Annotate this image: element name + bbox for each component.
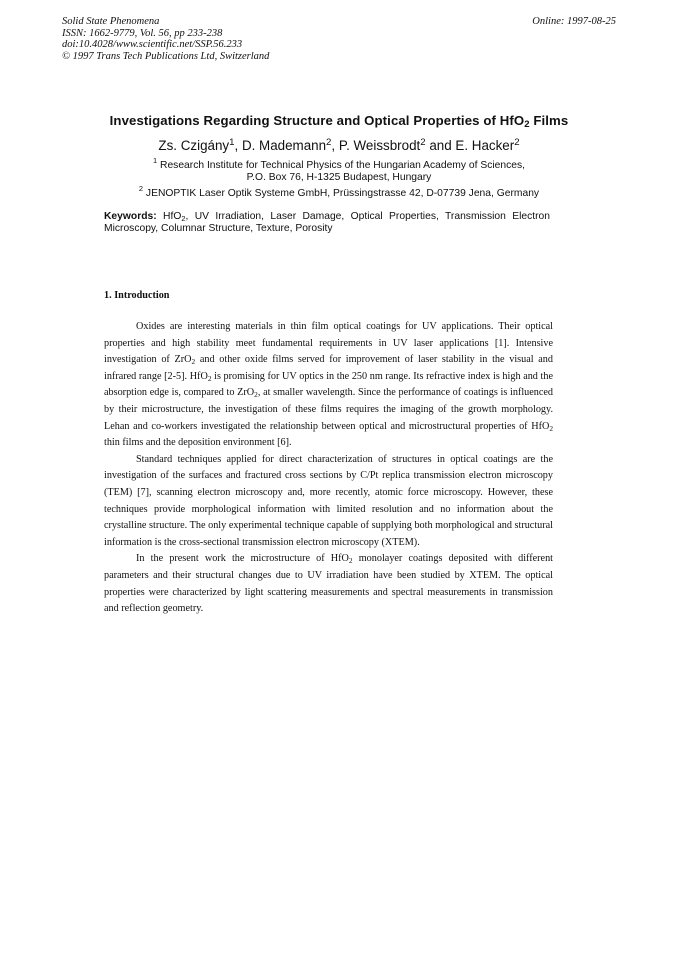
section-heading: 1. Introduction <box>104 290 170 301</box>
paragraph: In the present work the microstructure of HfO$_2$ monolayer coatings deposited with different parameters and their structural changes due to UV irradiation have been studied by XTEM. The optical properties were characterized by light scattering measurements and spectral measurements in transmission and reflection geometry. <box>104 553 553 615</box>
title-text: Investigations Regarding Structure and Optical Properties of HfO <box>109 113 525 128</box>
author-affiliation-mark: 2 <box>514 137 520 148</box>
affiliation-line: Research Institute for Technical Physics of the Hungarian Academy of Sciences, <box>160 160 525 171</box>
author-affiliation-mark: 1 <box>229 137 235 148</box>
affiliation-line: JENOPTIK Laser Optik Systeme GmbH, Prüssingstrasse 42, D-07739 Jena, Germany <box>145 188 540 199</box>
publication-info <box>62 16 269 62</box>
keywords-subscript: 2 <box>181 214 186 223</box>
keywords-text: HfO <box>163 211 182 222</box>
author-name: D. Mademann <box>241 138 327 153</box>
paragraph: Standard techniques applied for direct characterization of structures in optical coatings are the investigation of the surfaces and fractured cross sections by C/Pt replica transmission electron microscopy (TEM) [7], scanning electron microscopy and, more recently, atomic force microscopy. However, these techniques provide morphological information with limited resolution and no information about the crystalline structure. The only experimental technique capable of supplying both morphological and structural information is the cross-sectional transmission electron microscopy (XTEM). <box>104 453 553 548</box>
journal-name: Solid State Phenomena <box>62 16 160 27</box>
keywords-text: , UV Irradiation, Laser Damage, Optical Properties, Transmission Electron Microscopy, Columnar Structure, Texture, Porosity <box>104 211 550 235</box>
issn-line: ISSN: 1662-9779, Vol. 56, pp 233-238 <box>62 27 223 39</box>
paper-title <box>0 113 678 128</box>
author-separator: , <box>234 138 242 153</box>
online-date: Online: 1997-08-25 <box>532 16 616 27</box>
affiliation-2 <box>0 184 678 200</box>
author-name: E. Hacker <box>455 138 515 153</box>
paragraph: Oxides are interesting materials in thin film optical coatings for UV applications. Their optical properties and high stability meet fundamental requirements in UV laser applications [1]. Intensive investigation of ZrO$_2$ and other oxide films served for improvement of laser stability in the visual and infrared range [2-5]. HfO$_2$ is promising for UV optics in the 250 nm range. Its refractive index is high and the absorption edge is, compared to ZrO$_2$, at smaller wavelength. Since the performance of coatings is influenced by their microstructure, the investigation of these films requires the imaging of the growth morphology. Lehan and co-workers investigated the relationship between optical and microstructural properties of HfO$_2$ thin films and the deposition environment [6]. <box>104 321 553 449</box>
author-name: P. Weissbrodt <box>338 138 421 153</box>
keywords <box>104 211 550 235</box>
affiliation-number: 2 <box>138 184 144 193</box>
author-separator: and <box>425 138 456 153</box>
title-subscript: 2 <box>524 119 530 130</box>
author-affiliation-mark: 2 <box>420 137 426 148</box>
affiliation-number: 1 <box>153 156 158 165</box>
affiliation-1 <box>0 156 678 185</box>
title-tail: Films <box>529 113 569 128</box>
affiliation-line: P.O. Box 76, H-1325 Budapest, Hungary <box>246 172 432 184</box>
copyright-line: © 1997 Trans Tech Publications Ltd, Switzerland <box>62 50 270 62</box>
doi-link[interactable]: doi:10.4028/www.scientific.net/SSP.56.233 <box>62 39 243 51</box>
author-name: Zs. Czigány <box>158 138 230 153</box>
author-list <box>0 138 678 153</box>
introduction-body <box>104 319 553 618</box>
keywords-label: Keywords: <box>104 211 157 222</box>
author-affiliation-mark: 2 <box>326 137 332 148</box>
author-separator: , <box>331 138 339 153</box>
